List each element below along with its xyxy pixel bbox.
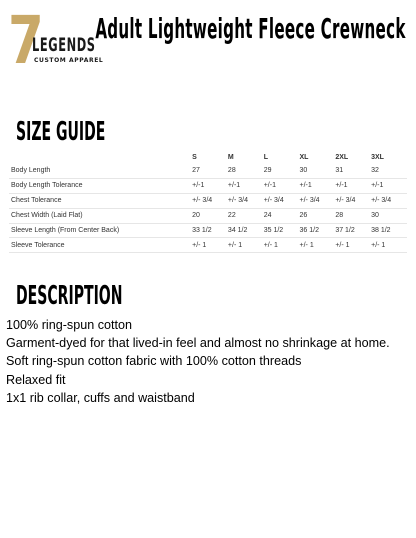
description-body	[6, 316, 412, 407]
table-cell: 38 1/2	[371, 223, 407, 238]
table-cell: 34 1/2	[228, 223, 264, 238]
description-line: Relaxed fit	[6, 372, 66, 387]
size-header-cell: L	[263, 153, 268, 161]
table-cell: +/- 1	[300, 238, 336, 253]
table-cell: 27	[192, 164, 228, 178]
description-line: Soft ring-spun cotton fabric with 100% cotton threads	[6, 354, 302, 369]
table-cell: 22	[228, 208, 264, 223]
row-label: Body Length	[9, 164, 192, 178]
table-row	[9, 238, 407, 253]
description-line: 1x1 rib collar, cuffs and waistband	[6, 390, 195, 405]
table-cell: +/- 3/4	[300, 193, 336, 208]
size-header-cell: S	[192, 153, 197, 161]
table-cell: +/-1	[228, 178, 264, 193]
row-label: Chest Width (Laid Flat)	[9, 208, 192, 223]
table-cell: +/-1	[335, 178, 371, 193]
table-cell: 32	[371, 164, 407, 178]
table-cell: +/- 3/4	[371, 193, 407, 208]
table-cell: 30	[300, 164, 336, 178]
size-header-row	[9, 152, 407, 164]
size-header-cell: XL	[299, 153, 309, 161]
row-label: Sleeve Tolerance	[9, 238, 192, 253]
table-cell: +/- 3/4	[335, 193, 371, 208]
table-cell: 24	[264, 208, 300, 223]
table-cell: +/- 3/4	[228, 193, 264, 208]
table-cell: 36 1/2	[300, 223, 336, 238]
row-label: Body Length Tolerance	[9, 178, 192, 193]
table-cell: 35 1/2	[264, 223, 300, 238]
table-cell: +/-1	[300, 178, 336, 193]
table-cell: +/-1	[371, 178, 407, 193]
row-label: Sleeve Length (From Center Back)	[9, 223, 192, 238]
table-row	[9, 223, 407, 238]
table-cell: +/- 1	[371, 238, 407, 253]
description-line: 100% ring-spun cotton	[6, 318, 133, 332]
table-row	[9, 178, 407, 193]
table-cell: 28	[335, 208, 371, 223]
size-guide-heading: SIZE GUIDE	[16, 117, 106, 147]
logo-tagline: CUSTOM APPAREL	[34, 57, 104, 64]
table-cell: 28	[228, 164, 264, 178]
size-header-blank	[9, 152, 192, 164]
table-cell: 26	[300, 208, 336, 223]
table-cell: 29	[264, 164, 300, 178]
row-label: Chest Tolerance	[9, 193, 192, 208]
table-cell: 33 1/2	[192, 223, 228, 238]
size-header-cell: M	[227, 153, 234, 161]
table-cell: 20	[192, 208, 228, 223]
table-cell: +/- 3/4	[264, 193, 300, 208]
brand-logo	[6, 2, 104, 79]
table-cell: +/- 3/4	[192, 193, 228, 208]
logo-wordmark: LEGENDS	[32, 34, 96, 56]
table-cell: +/- 1	[264, 238, 300, 253]
logo-seven-mark: 7	[8, 2, 44, 79]
table-cell: +/- 1	[228, 238, 264, 253]
table-cell: 37 1/2	[335, 223, 371, 238]
size-header-cell: 3XL	[371, 153, 384, 161]
table-row	[9, 193, 407, 208]
size-header-cell: 2XL	[335, 153, 349, 161]
table-cell: 30	[371, 208, 407, 223]
table-row	[9, 208, 407, 223]
table-cell: +/- 1	[335, 238, 371, 253]
product-title: Adult Lightweight Fleece Crewneck	[95, 12, 406, 45]
description-line: Garment-dyed for that lived-in feel and almost no shrinkage at home.	[6, 336, 390, 351]
table-cell: +/- 1	[192, 238, 228, 253]
table-cell: +/-1	[192, 178, 228, 193]
size-guide-table	[9, 152, 407, 253]
table-cell: 31	[335, 164, 371, 178]
table-row	[9, 164, 407, 178]
description-heading: DESCRIPTION	[16, 281, 123, 311]
table-cell: +/-1	[264, 178, 300, 193]
